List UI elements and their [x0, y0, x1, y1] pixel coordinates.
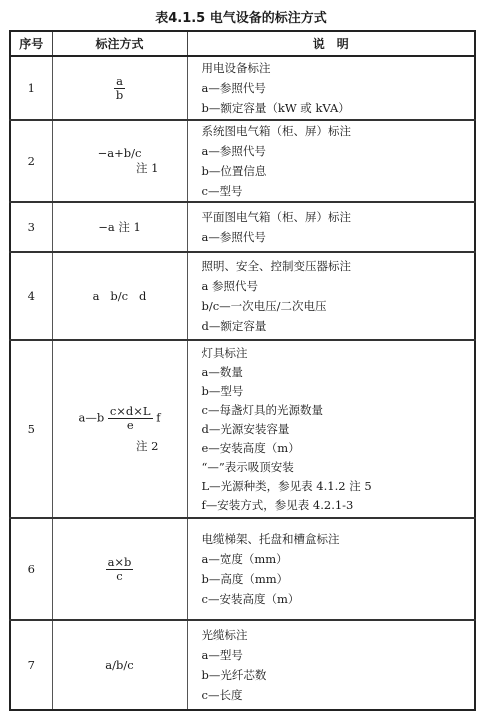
fraction-numerator: a — [116, 73, 123, 88]
desc-line: c—长度 — [201, 688, 243, 702]
desc-line: a 参照代号 — [201, 279, 259, 293]
row-desc — [187, 518, 475, 620]
table-row — [10, 252, 475, 340]
row-desc — [187, 56, 475, 120]
desc-line: d—额定容量 — [201, 319, 267, 333]
desc-line: a—参照代号 — [201, 144, 266, 158]
row-no: 5 — [10, 340, 52, 518]
desc-line: 照明、安全、控制变压器标注 — [201, 259, 351, 273]
mark-prefix: a—b — [78, 410, 105, 424]
header-row — [10, 31, 475, 56]
row-mark — [52, 202, 187, 252]
fraction-numerator: a×b — [107, 554, 132, 569]
header-mark: 标注方式 — [52, 31, 187, 56]
row-mark — [52, 252, 187, 340]
desc-line: b—高度（mm） — [201, 572, 289, 586]
mark-text: −a 注 1 — [98, 220, 141, 234]
electrical-marking-table — [9, 30, 476, 711]
desc-line: c—安装高度（m） — [201, 592, 300, 606]
table-row — [10, 340, 475, 518]
desc-line: “—”表示吸顶安装 — [201, 459, 294, 474]
fraction — [114, 75, 125, 102]
desc-line: 灯具标注 — [201, 345, 248, 360]
row-no: 4 — [10, 252, 52, 340]
desc-line: a—型号 — [201, 648, 243, 662]
row-no: 2 — [10, 120, 52, 202]
row-mark — [52, 120, 187, 202]
desc-line: a—参照代号 — [201, 81, 266, 95]
mark-text: a/b/c — [105, 658, 134, 672]
header-desc: 说 明 — [187, 31, 475, 56]
fraction-denominator: e — [126, 417, 134, 432]
fraction-denominator: c — [116, 568, 123, 583]
desc-line: e—安装高度（m） — [201, 440, 300, 455]
header-no: 序号 — [10, 31, 52, 56]
row-no: 1 — [10, 56, 52, 120]
table-row — [10, 620, 475, 710]
desc-line: 用电设备标注 — [201, 61, 271, 75]
row-no: 6 — [10, 518, 52, 620]
row-mark — [52, 518, 187, 620]
desc-line: L—光源种类，参见表 4.1.2 注 5 — [201, 478, 372, 493]
mark-note: 注 2 — [136, 438, 159, 453]
fraction-numerator: c×d×L — [109, 403, 151, 418]
desc-line: b—型号 — [201, 383, 244, 398]
mark-text: a b/c d — [92, 289, 147, 303]
table-caption: 表4.1.5 电气设备的标注方式 — [155, 11, 327, 26]
desc-line: c—每盏灯具的光源数量 — [201, 402, 323, 417]
fraction — [106, 556, 134, 583]
desc-line: b—位置信息 — [201, 164, 267, 178]
mark-suffix: f — [156, 410, 161, 424]
table-row — [10, 56, 475, 120]
row-desc — [187, 620, 475, 710]
desc-line: d—光源安装容量 — [201, 421, 290, 436]
desc-line: 光缆标注 — [201, 628, 248, 642]
desc-line: b—额定容量（kW 或 kVA） — [201, 101, 350, 115]
desc-line: a—参照代号 — [201, 230, 266, 244]
row-no: 3 — [10, 202, 52, 252]
table-row — [10, 202, 475, 252]
desc-line: 系统图电气箱（柜、屏）标注 — [201, 124, 351, 138]
row-mark — [52, 340, 187, 518]
row-desc — [187, 252, 475, 340]
desc-line: b—光纤芯数 — [201, 668, 267, 682]
row-desc — [187, 120, 475, 202]
fraction-denominator: b — [115, 87, 124, 102]
mark-note: 注 1 — [136, 161, 159, 175]
desc-line: a—数量 — [201, 364, 243, 379]
row-mark — [52, 620, 187, 710]
desc-line: 电缆梯架、托盘和槽盒标注 — [201, 532, 340, 546]
desc-line: a—宽度（mm） — [201, 552, 288, 566]
desc-line: b/c—一次电压/二次电压 — [201, 299, 327, 313]
fraction — [108, 405, 153, 432]
table-row — [10, 518, 475, 620]
row-desc — [187, 202, 475, 252]
desc-line: 平面图电气箱（柜、屏）标注 — [201, 210, 351, 224]
desc-line: c—型号 — [201, 184, 243, 198]
mark-text: −a+b/c — [97, 146, 142, 160]
table-row — [10, 120, 475, 202]
row-mark — [52, 56, 187, 120]
row-no: 7 — [10, 620, 52, 710]
desc-line: f—安装方式，参见表 4.2.1-3 — [201, 497, 354, 512]
row-desc — [187, 340, 475, 518]
